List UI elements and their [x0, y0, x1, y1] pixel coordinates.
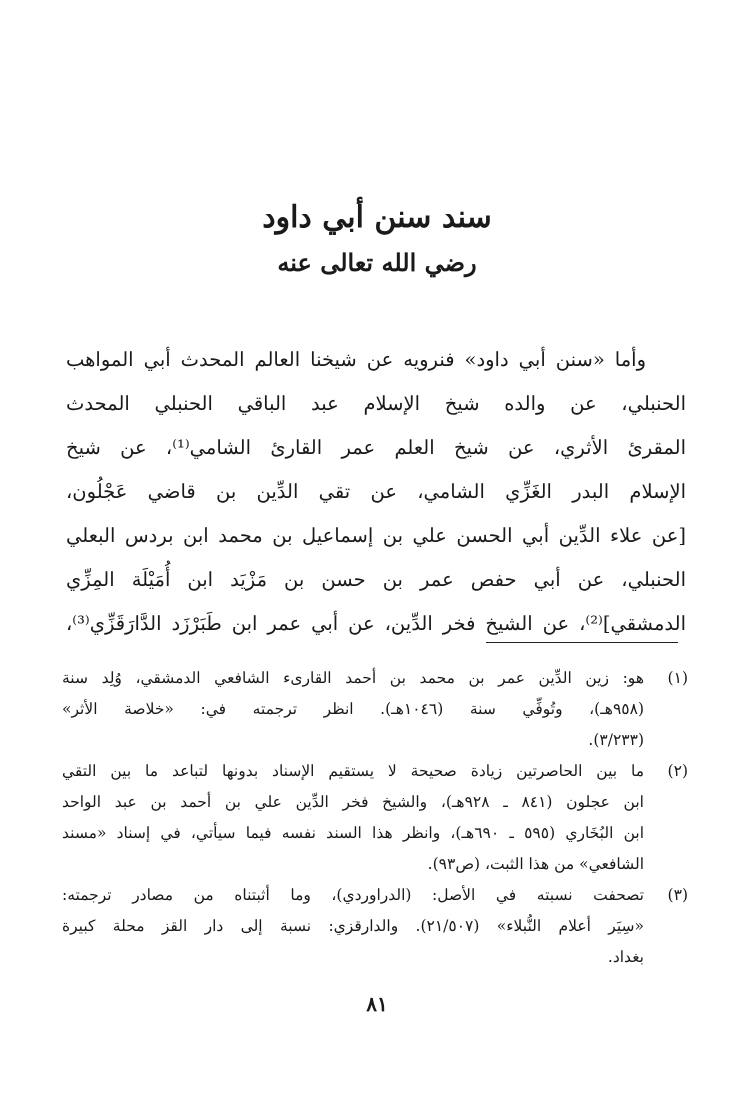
footnote-line: «سِيَر أعلام النُّبلاء» (٢١/٥٠٧). والدارقزي: نسبة إلى دار القز محلة كبيرة [62, 917, 644, 935]
text-line: الدمشقي]⁽²⁾، عن الشيخ فخر الدِّين، عن أبي عمر ابن طَبَرْزَد الدَّارَقَزِّي⁽³⁾، [66, 612, 686, 635]
text-line: الحنبلي، عن أبي حفص عمر بن حسن بن مَزْيَد ابن أُمَيْلَة المِزِّي [66, 568, 686, 591]
footnote-2 [62, 756, 688, 880]
footnote-line: ما بين الحاصرتين زيادة صحيحة لا يستقيم الإسناد بدونها لتباعد ما بين التقي [62, 762, 644, 780]
text-line: الإسلام البدر الغَزِّي الشامي، عن تقي الدِّين بن قاضي عَجْلُون، [66, 480, 686, 503]
footnote-1 [62, 663, 688, 756]
footnote-3 [62, 880, 688, 973]
footnote-line: (٩٥٨هـ)، وتُوفِّي سنة (١٠٤٦هـ). انظر ترجمته في: «خلاصة الأثر» [62, 700, 644, 718]
main-text [66, 338, 686, 646]
page-subtitle: رضي الله تعالى عنه [277, 248, 477, 277]
footnote-number: (١) [667, 669, 688, 687]
text-line: الحنبلي، عن والده شيخ الإسلام عبد الباقي الحنبلي المحدث [66, 392, 686, 415]
text-line: وأما «سنن أبي داود» فنرويه عن شيخنا العالم المحدث أبي المواهب [66, 348, 646, 371]
text-line: المقرئ الأثري، عن شيخ العلم عمر القارئ الشامي⁽¹⁾، عن شيخ [66, 436, 686, 459]
footnote-line: بغداد. [607, 948, 644, 966]
text-line: [عن علاء الدِّين أبي الحسن علي بن إسماعيل بن محمد ابن بردس البعلي [66, 524, 686, 547]
footnote-line: الشافعي» من هذا الثبت، (ص٩٣). [427, 855, 644, 873]
footnote-number: (٣) [667, 886, 688, 904]
footnote-line: (٣/٢٣٣). [588, 731, 644, 749]
footnote-number: (٢) [667, 762, 688, 780]
footnote-separator [486, 642, 678, 643]
footnotes [62, 663, 688, 973]
footnote-line: ابن البُخَاري (٥٩٥ ـ ٦٩٠هـ)، وانظر هذا السند نفسه فيما سيأتي، في إسناد «مسند [62, 824, 644, 842]
footnote-line: تصحفت نسبته في الأصل: (الدراوردي)، وما أثبتناه من مصادر ترجمته: [62, 886, 644, 904]
footnote-line: هو: زين الدِّين عمر بن محمد بن أحمد القارىء الشافعي الدمشقي، وُلِد سنة [62, 669, 644, 687]
footnote-line: ابن عجلون (٨٤١ ـ ٩٢٨هـ)، والشيخ فخر الدِّين علي بن أحمد بن عبد الواحد [62, 793, 644, 811]
page-number: ٨١ [366, 992, 388, 1016]
page-title: سند سنن أبي داود [262, 200, 492, 235]
